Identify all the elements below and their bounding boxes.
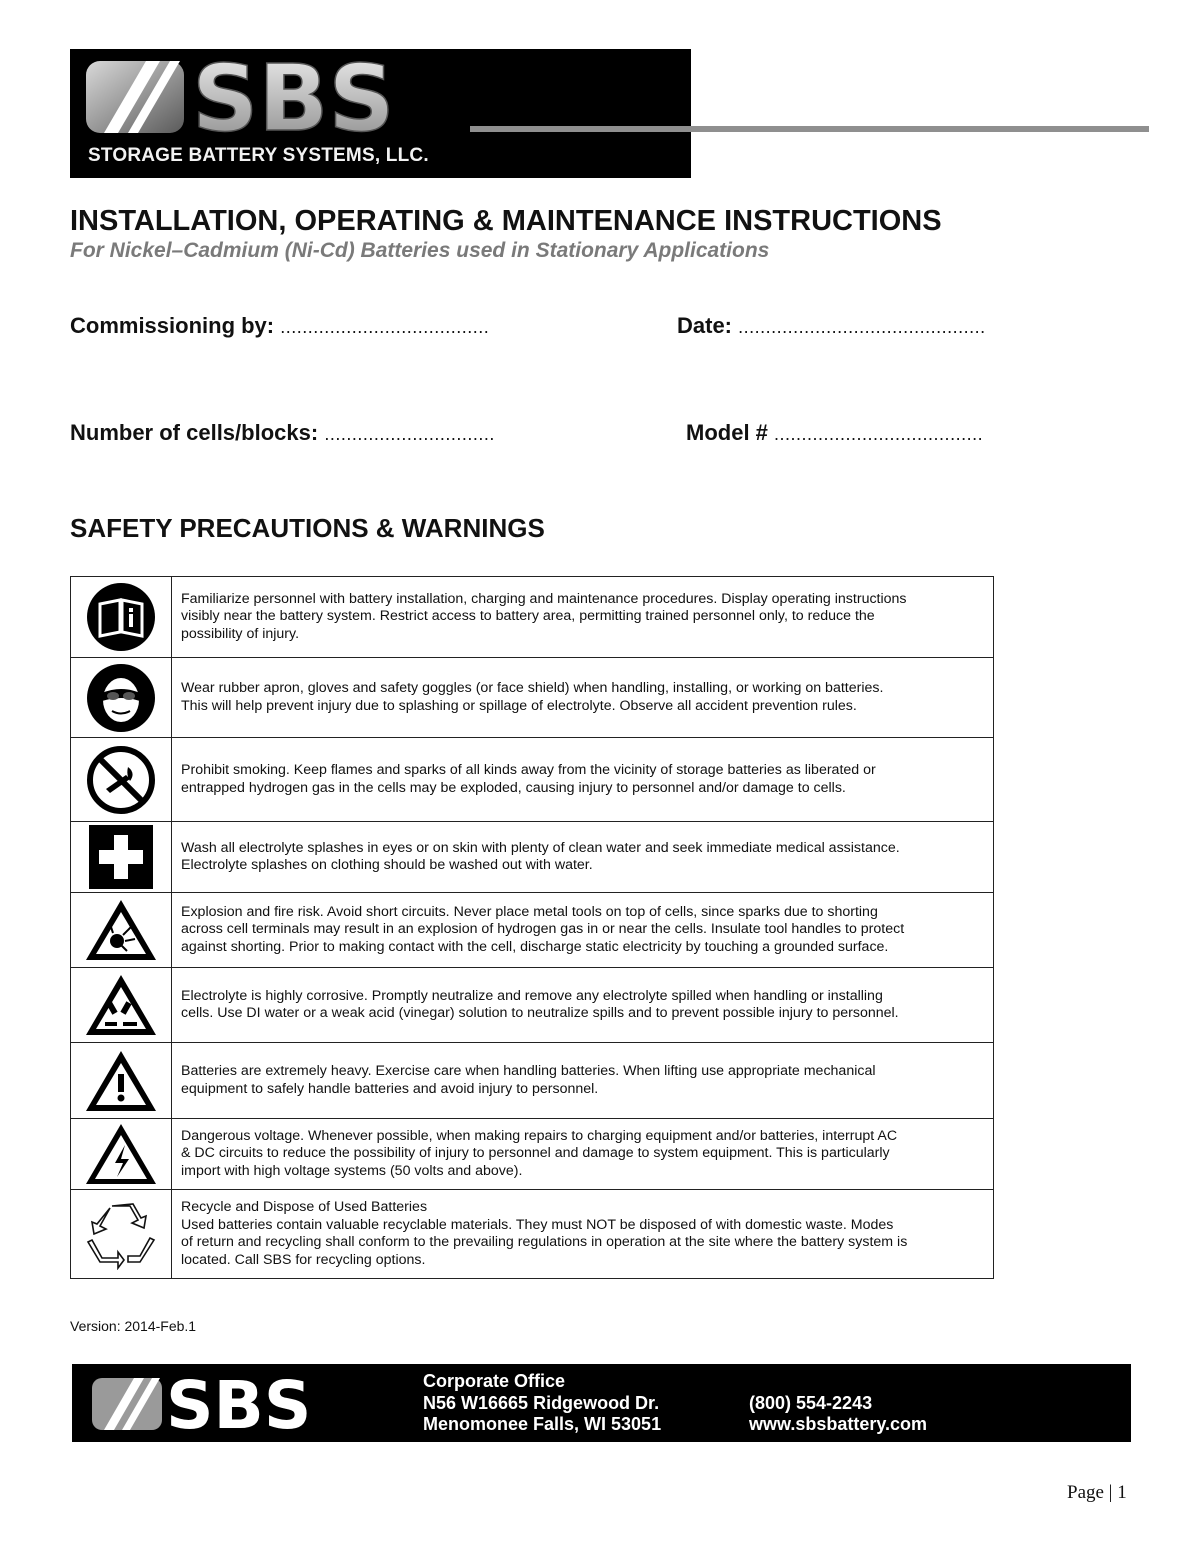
safety-row	[71, 968, 993, 1043]
document-title: INSTALLATION, OPERATING & MAINTENANCE INSTRUCTIONS	[70, 205, 942, 237]
safety-row	[71, 822, 993, 893]
recycle-icon	[71, 1190, 172, 1278]
high-voltage-icon	[71, 1119, 172, 1189]
safety-row	[71, 1119, 993, 1190]
safety-text-line: Wear rubber apron, gloves and safety goggles (or face shield) when handling, installing, or working on batteries.	[181, 680, 884, 696]
footer-logo	[90, 1376, 390, 1431]
safety-text-line: equipment to safely handle batteries and avoid injury to personnel.	[181, 1080, 599, 1097]
model-blank[interactable]: ......................................	[774, 424, 984, 444]
safety-text-line: Used batteries contain valuable recyclable materials. They must NOT be disposed of with domestic waste. Modes	[181, 1216, 894, 1233]
document-subtitle: For Nickel–Cadmium (Ni-Cd) Batteries used in Stationary Applications	[70, 239, 770, 262]
company-logo-banner	[70, 49, 691, 178]
company-name: STORAGE BATTERY SYSTEMS, LLC.	[88, 145, 429, 166]
safety-heading: SAFETY PRECAUTIONS & WARNINGS	[70, 513, 545, 543]
version-label: Version: 2014-Feb.1	[70, 1318, 197, 1334]
footer-address-line1: N56 W16665 Ridgewood Dr.	[423, 1393, 660, 1413]
header-rule	[470, 126, 1149, 132]
footer-banner	[72, 1364, 1131, 1442]
general-warning-icon	[71, 1043, 172, 1118]
safety-row	[71, 738, 993, 822]
cells-field	[70, 420, 495, 446]
explosion-warning-icon	[71, 893, 172, 967]
commissioning-label: Commissioning by:	[70, 313, 275, 338]
footer-office-label: Corporate Office	[423, 1371, 566, 1391]
safety-text-line: Electrolyte is highly corrosive. Promptly neutralize and remove any electrolyte spilled when handling or installing	[181, 987, 883, 1004]
no-smoking-icon	[71, 738, 172, 821]
corrosive-warning-icon	[71, 968, 172, 1042]
model-label: Model #	[686, 420, 768, 445]
commissioning-field	[70, 313, 489, 339]
footer-phone: (800) 554-2243	[749, 1393, 873, 1413]
first-aid-icon	[71, 822, 172, 892]
safety-text-line: Familiarize personnel with battery installation, charging and maintenance procedures. Display operating instructions	[181, 590, 907, 607]
model-field	[686, 420, 983, 446]
sbs-logo-mark	[84, 59, 504, 137]
safety-row	[71, 893, 993, 968]
footer-website[interactable]: www.sbsbattery.com	[749, 1414, 928, 1434]
cells-blank[interactable]: ...............................	[324, 424, 495, 444]
safety-goggles-icon	[71, 658, 172, 737]
safety-text-line: visibly near the battery system. Restrict access to battery area, permitting trained personnel only, to reduce the	[181, 608, 875, 625]
safety-text-line: located. Call SBS for recycling options.	[181, 1251, 426, 1268]
safety-row	[71, 1190, 993, 1279]
safety-text-line: Dangerous voltage. Whenever possible, when making repairs to charging equipment and/or batteries, interrupt AC	[181, 1127, 898, 1144]
safety-text-line: import with high voltage systems (50 volts and above).	[181, 1162, 523, 1179]
safety-text-line: possibility of injury.	[181, 625, 300, 642]
safety-text-line: of return and recycling shall conform to the prevailing regulations in operation at the site where the battery system is	[181, 1234, 908, 1250]
safety-text-line: Recycle and Dispose of Used Batteries	[181, 1199, 428, 1215]
commissioning-blank[interactable]: ......................................	[280, 317, 490, 337]
safety-text-line: against shorting. Prior to making contact with the cell, discharge static electricity by touching a grounded surface.	[181, 938, 889, 955]
safety-text-line: This will help prevent injury due to splashing or spillage of electrolyte. Observe all accident prevention rules.	[181, 697, 857, 714]
date-field	[677, 313, 986, 339]
read-manual-icon	[71, 577, 172, 657]
safety-text-line: Explosion and fire risk. Avoid short circuits. Never place metal tools on top of cells, since sparks due to shorting	[181, 903, 878, 920]
safety-row	[71, 658, 993, 738]
safety-text-line: Wash all electrolyte splashes in eyes or on skin with plenty of clean water and seek immediate medical assistance.	[181, 839, 900, 856]
safety-text-line: cells. Use DI water or a weak acid (vinegar) solution to neutralize spills and to prevent possible injury to personnel.	[181, 1005, 899, 1021]
safety-text-line: Batteries are extremely heavy. Exercise care when handling batteries. When lifting use appropriate mechanical	[181, 1063, 876, 1079]
date-label: Date:	[677, 313, 733, 338]
safety-table	[70, 576, 994, 1279]
safety-row	[71, 1043, 993, 1119]
logo-text: SBS	[192, 59, 395, 137]
safety-text-line: Electrolyte splashes on clothing should be washed out with water.	[181, 857, 593, 873]
footer-address-line2: Menomonee Falls, WI 53051	[423, 1414, 662, 1434]
page-number: Page | 1	[1067, 1482, 1127, 1503]
safety-row	[71, 577, 993, 658]
safety-text-line: entrapped hydrogen gas in the cells may be exploded, causing injury to personnel and/or damage to cells.	[181, 779, 846, 796]
safety-text-line: Prohibit smoking. Keep flames and sparks of all kinds away from the vicinity of storage batteries as liberated or	[181, 762, 876, 778]
date-blank[interactable]: .............................................	[738, 317, 986, 337]
cells-label: Number of cells/blocks:	[70, 420, 319, 445]
footer-logo-text: SBS	[166, 1376, 312, 1431]
safety-text-line: across cell terminals may result in an explosion of hydrogen gas in or near the cells. Insulate tool handles to protect	[181, 921, 905, 938]
safety-text-line: & DC circuits to reduce the possibility of injury to personnel and damage to system equipment. This is particularly	[181, 1145, 890, 1162]
